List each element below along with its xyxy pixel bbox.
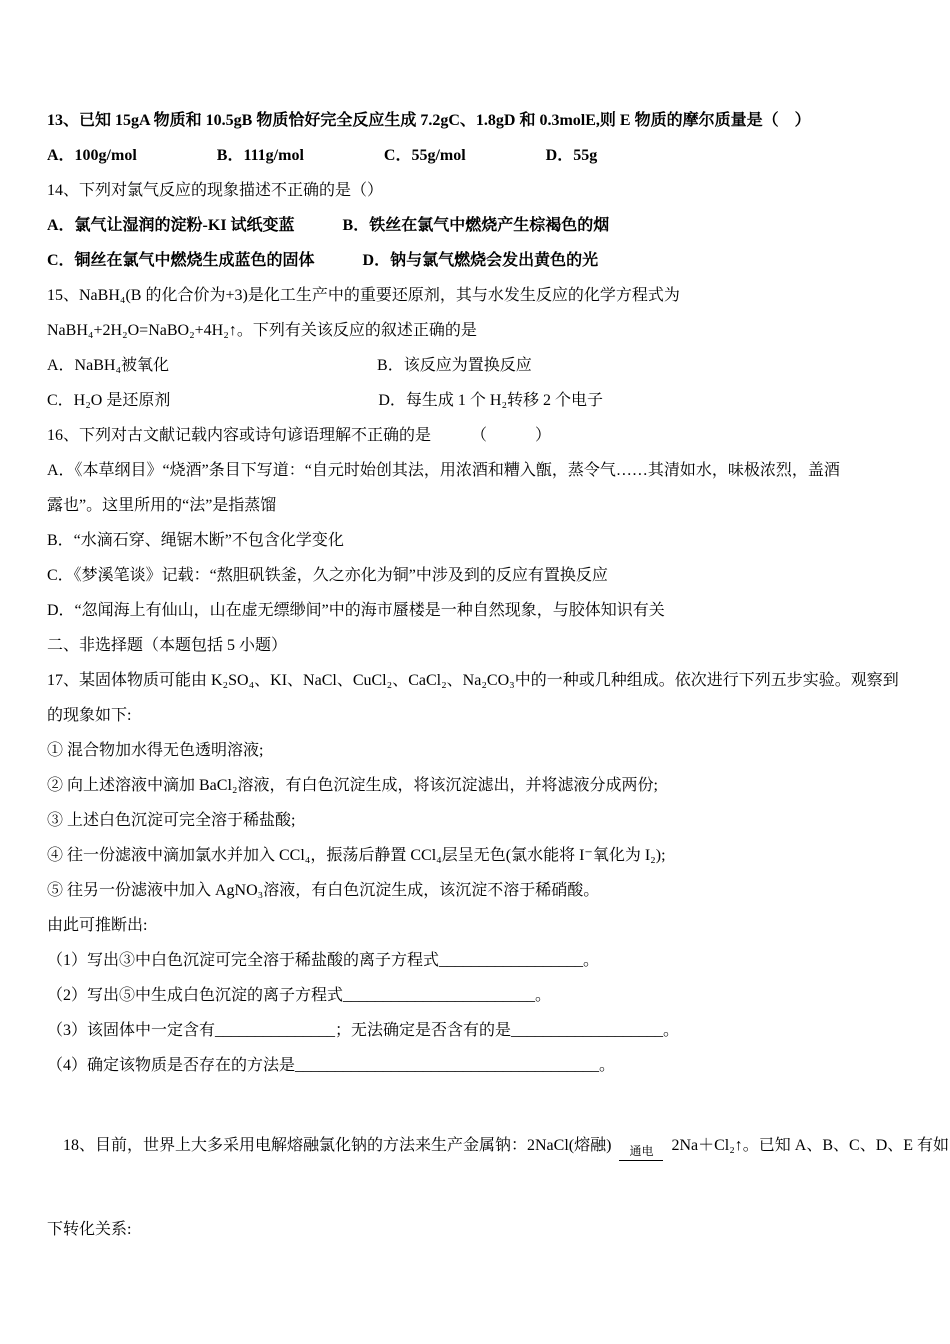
q17-step-3: ③ 上述白色沉淀可完全溶于稀盐酸; [47,812,296,829]
q15-stem-line1: 15、NaBH₄(B 的化合价为+3)是化工生产中的重要还原剂，其与水发生反应的化学方程式为 [47,287,680,304]
q18-stem-text-before: 18、目前，世界上大多采用电解熔融氯化钠的方法来生产金属钠：2NaCl(熔融) [63,1137,616,1154]
electrolysis-condition-label: 通电 [619,1144,663,1161]
q17-sub-question-4: （4）确定该物质是否存在的方法是______________________________________。 [47,1057,616,1074]
q16-option-c: C．《梦溪笔谈》记载：“熬胆矾铁釜，久之亦化为铜”中涉及到的反应有置换反应 [47,567,608,584]
q16-option-a-line1: A．《本草纲目》“烧酒”条目下写道：“自元时始创其法，用浓酒和糟入甑，蒸令气……其清如水，味极浓烈，盖酒 [47,462,840,479]
q17-step-4: ④ 往一份滤液中滴加氯水并加入 CCl₄，振荡后静置 CCl₄层呈无色(氯水能将 I⁻氧化为 I₂); [47,847,666,864]
q14-stem: 14、下列对氯气反应的现象描述不正确的是（） [47,182,384,199]
q13-stem: 13、已知 15gA 物质和 10.5gB 物质恰好完全反应生成 7.2gC、1.8gD 和 0.3molE,则 E 物质的摩尔质量是（ ） [47,112,811,129]
q18-stem-line1 [47,1093,950,1198]
q15-options-cd: C．H₂O 是还原剂 D．每生成 1 个 H₂转移 2 个电子 [47,392,604,409]
q14-options-cd: C．铜丝在氯气中燃烧生成蓝色的固体 D．钠与氯气燃烧会发出黄色的光 [47,252,599,269]
q16-option-d: D．“忽闻海上有仙山，山在虚无缥缈间”中的海市蜃楼是一种自然现象，与胶体知识有关 [47,602,665,619]
q18-stem-text-after: 2Na＋Cl₂↑。已知 A、B、C、D、E 有如 [667,1137,950,1154]
q17-stem-line1: 17、某固体物质可能由 K₂SO₄、KI、NaCl、CuCl₂、CaCl₂、Na₂CO₃中的一种或几种组成。依次进行下列五步实验。观察到 [47,672,899,689]
q17-step-1: ① 混合物加水得无色透明溶液; [47,742,264,759]
q17-conclusion-intro: 由此可推断出: [47,917,148,934]
q17-step-2: ② 向上述溶液中滴加 BaCl₂溶液，有白色沉淀生成，将该沉淀滤出，并将滤液分成两份; [47,777,658,794]
q17-sub-question-3: （3）该固体中一定含有_______________；无法确定是否含有的是___________________。 [47,1022,680,1039]
q18-stem-line2: 下转化关系: [47,1221,132,1238]
q15-stem-line2: NaBH₄+2H₂O=NaBO₂+4H₂↑。下列有关该反应的叙述正确的是 [47,322,477,339]
q13-options: A．100g/mol B．111g/mol C．55g/mol D．55g [47,147,598,164]
q14-options-ab: A．氯气让湿润的淀粉-KI 试纸变蓝 B．铁丝在氯气中燃烧产生棕褐色的烟 [47,217,610,234]
q15-options-ab: A．NaBH₄被氧化 B．该反应为置换反应 [47,357,532,374]
electrolysis-condition-arrow [619,1144,663,1161]
q17-stem-line2: 的现象如下: [47,707,132,724]
section-heading: 二、非选择题（本题包括 5 小题） [47,637,288,654]
q16-option-a-line2: 露也”。这里所用的“法”是指蒸馏 [47,497,277,514]
q16-option-b: B．“水滴石穿、绳锯木断”不包含化学变化 [47,532,344,549]
q17-sub-question-2: （2）写出⑤中生成白色沉淀的离子方程式________________________。 [47,987,552,1004]
q17-sub-question-1: （1）写出③中白色沉淀可完全溶于稀盐酸的离子方程式__________________。 [47,952,600,969]
q16-stem: 16、下列对古文献记载内容或诗句谚语理解不正确的是 （ ） [47,427,552,444]
q17-step-5: ⑤ 往另一份滤液中加入 AgNO₃溶液，有白色沉淀生成，该沉淀不溶于稀硝酸。 [47,882,600,899]
